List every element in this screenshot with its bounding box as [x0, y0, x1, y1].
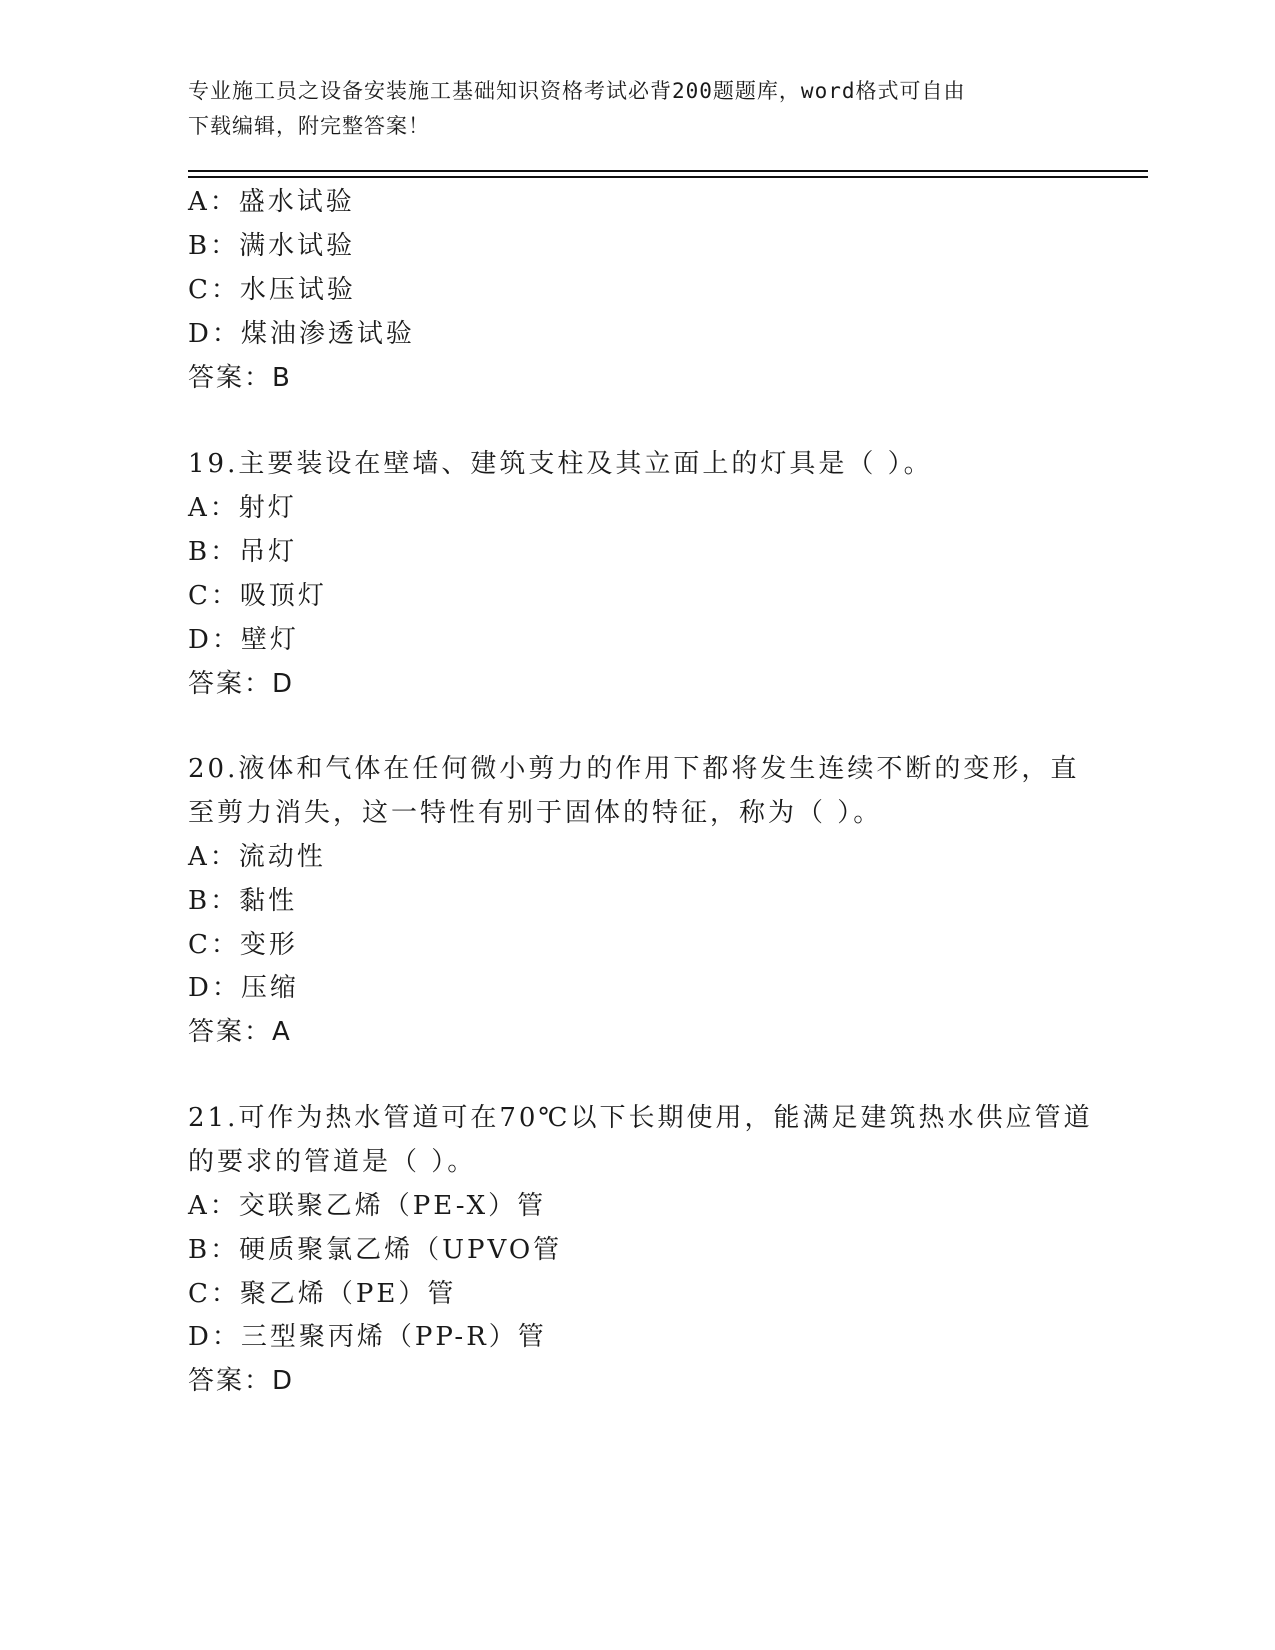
q19-option-d: D：壁灯	[188, 625, 299, 655]
q20-option-d: D：压缩	[188, 973, 299, 1003]
q21-option-a: A：交联聚乙烯（PE-X）管	[188, 1191, 547, 1221]
q19-option-b: B：吊灯	[188, 537, 298, 567]
q20-option-b: B：黏性	[188, 886, 298, 916]
document-header	[188, 74, 1088, 144]
q21-question-line-2: 的要求的管道是（ ）。	[188, 1147, 477, 1177]
q18-option-b: B：满水试验	[188, 231, 356, 261]
header-line-2: 下载编辑，附完整答案！	[188, 114, 430, 138]
q20-question-line-1: 20.液体和气体在任何微小剪力的作用下都将发生连续不断的变形，直	[188, 754, 1080, 784]
q21-option-d: D：三型聚丙烯（PP-R）管	[188, 1322, 547, 1352]
header-rule-top	[188, 170, 1148, 172]
q20-question-line-2: 至剪力消失，这一特性有别于固体的特征，称为（ ）。	[188, 798, 883, 828]
q18-option-c: C：水压试验	[188, 275, 356, 305]
q21-option-b: B：硬质聚氯乙烯（UPVO管	[188, 1235, 563, 1265]
header-line-1: 专业施工员之设备安装施工基础知识资格考试必背200题题库，word格式可自由	[188, 79, 966, 103]
q20-option-a: A：流动性	[188, 842, 326, 872]
q20-option-c: C：变形	[188, 930, 298, 960]
q20-answer: 答案：A	[188, 1017, 292, 1047]
q21-option-c: C：聚乙烯（PE）管	[188, 1279, 457, 1309]
q19-question-line-1: 19.主要装设在壁墙、建筑支柱及其立面上的灯具是（ ）。	[188, 449, 933, 479]
q19-option-c: C：吸顶灯	[188, 581, 327, 611]
q18-option-a: A：盛水试验	[188, 187, 355, 217]
q19-answer: 答案：D	[188, 669, 295, 699]
q21-answer: 答案：D	[188, 1366, 295, 1396]
q18-option-d: D：煤油渗透试验	[188, 319, 415, 349]
q19-option-a: A：射灯	[188, 493, 297, 523]
header-rule-bottom	[188, 176, 1148, 178]
q18-answer: 答案：B	[188, 363, 292, 393]
q21-question-line-1: 21.可作为热水管道可在70℃以下长期使用，能满足建筑热水供应管道	[188, 1103, 1093, 1133]
